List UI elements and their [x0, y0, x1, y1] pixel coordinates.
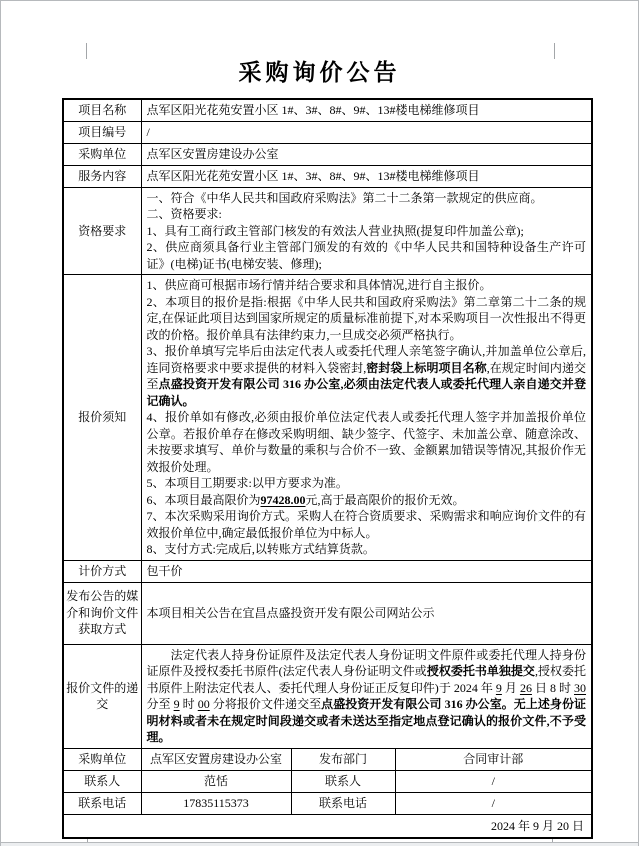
table-row-purchasing-unit	[63, 143, 592, 165]
row-value: 点军区阳光花苑安置小区 1#、3#、8#、9#、13#楼电梯维修项目	[141, 165, 592, 187]
table-row-project-name	[63, 99, 592, 121]
table-row-qualification	[63, 187, 592, 275]
table-row-quotation-notes	[63, 275, 592, 561]
table-row-submission	[63, 644, 592, 748]
quotation-notes: 1、供应商可根据市场行情并结合要求和具体情况,进行自主报价。 2、本项目的报价是指:根据《中华人民共和国政府采购法》第二章第二十二条的规定,在保证此项目达到国家所规定的质量标准前提下,对本采购项目一次性报出不得更改的价格。报价单具有法律约束力,一旦成交必须严格执行。 3、报价单填写完毕后由法定代表人或委托代理人亲笔签字确认,并加盖单位公章后,连同资格要求中要求提供的材料入袋密封,密封袋上标明项目名称,在规定时间内递交至点盛投资开发有限公司 316 办公室,必须由法定代表人或委托代理人亲自递交并登记确认。 4、报价单如有修改,必须由报价单位法定代表人或委托代理人签字并加盖报价单位公章。若报价单存在修改采购明细、缺少签字、代签字、未加盖公章、随意涂改、未按要求填写、单价与数量的乘积与合价不一致、金额累加错误等情况,其报价作无效报价处理。 5、本项目工期要求:以甲方要求为准。 6、本项目最高限价为97428.00元,高于最高限价的报价无效。 7、本次采购采用询价方式。采购人在符合资质要求、采购需求和响应询价文件的有效报价单位中,确定最低报价单位为中标人。 8、支付方式:完成后,以转账方式结算货款。	[141, 275, 592, 561]
row-label: 采购单位	[63, 748, 141, 770]
row-label: 采购单位	[63, 143, 141, 165]
table-row-announcement-media	[63, 582, 592, 644]
row-label: 发布公告的媒介和询价文件获取方式	[63, 582, 141, 644]
table-row-service-content	[63, 165, 592, 187]
crop-mark-top-right	[554, 43, 555, 59]
row-label: 报价须知	[63, 275, 141, 561]
row-label: 资格要求	[63, 187, 141, 275]
row-label: 项目编号	[63, 121, 141, 143]
row-label: 联系电话	[63, 792, 141, 814]
row-label: 项目名称	[63, 99, 141, 121]
submission-instructions: 法定代表人持身份证原件及法定代表人身份证明文件原件或委托代理人持身份证原件及授权委托书原件(法定代表人身份证明文件或授权委托书单独提交,授权委托书原件上附法定代表人、委托代理人身份证正反复印件)于 2024 年 9 月 26 日 8 时 30 分至 9 时 00 分将报价文件递交至点盛投资开发有限公司 316 办公室。无上述身份证明材料或者未在规定时间段递交或者未送达至指定地点登记确认的报价文件,不予受理。	[141, 644, 592, 748]
table-row-contact-units	[63, 748, 592, 770]
row-value: 范恬	[141, 770, 291, 792]
row-value: 本项目相关公告在宜昌点盛投资开发有限公司网站公示	[141, 582, 592, 644]
row-value: 合同审计部	[395, 748, 592, 770]
row-label: 联系人	[291, 770, 395, 792]
row-label: 发布部门	[291, 748, 395, 770]
crop-mark-top-left	[86, 43, 87, 59]
procurement-table	[62, 98, 593, 839]
table-row-contact-phone	[63, 792, 592, 814]
table-row-contact-person	[63, 770, 592, 792]
row-label: 报价文件的递交	[63, 644, 141, 748]
row-value: /	[395, 770, 592, 792]
document-title: 采购询价公告	[238, 60, 401, 85]
table-row-pricing-method	[63, 560, 592, 582]
row-value: /	[395, 792, 592, 814]
row-value: 点军区安置房建设办公室	[141, 143, 592, 165]
row-label: 服务内容	[63, 165, 141, 187]
qualification-requirements: 一、符合《中华人民共和国政府采购法》第二十二条第一款规定的供应商。 二、资格要求: 1、具有工商行政主管部门核发的有效法人营业执照(提复印件加盖公章); 2、供应商须具备行业主管部门颁发的有效的《中华人民共和国特种设备生产许可证》(电梯)证书(电梯安装、修理);	[141, 187, 592, 275]
row-label: 联系人	[63, 770, 141, 792]
row-value: 点军区安置房建设办公室	[141, 748, 291, 770]
row-value: /	[141, 121, 592, 143]
table-row-project-number	[63, 121, 592, 143]
page-bottom-edge	[1, 842, 638, 846]
table-row-date	[63, 814, 592, 838]
document-date: 2024 年 9 月 20 日	[63, 814, 592, 838]
row-value: 17835115373	[141, 792, 291, 814]
row-label: 联系电话	[291, 792, 395, 814]
row-value: 点军区阳光花苑安置小区 1#、3#、8#、9#、13#楼电梯维修项目	[141, 99, 592, 121]
row-label: 计价方式	[63, 560, 141, 582]
row-value: 包干价	[141, 560, 592, 582]
